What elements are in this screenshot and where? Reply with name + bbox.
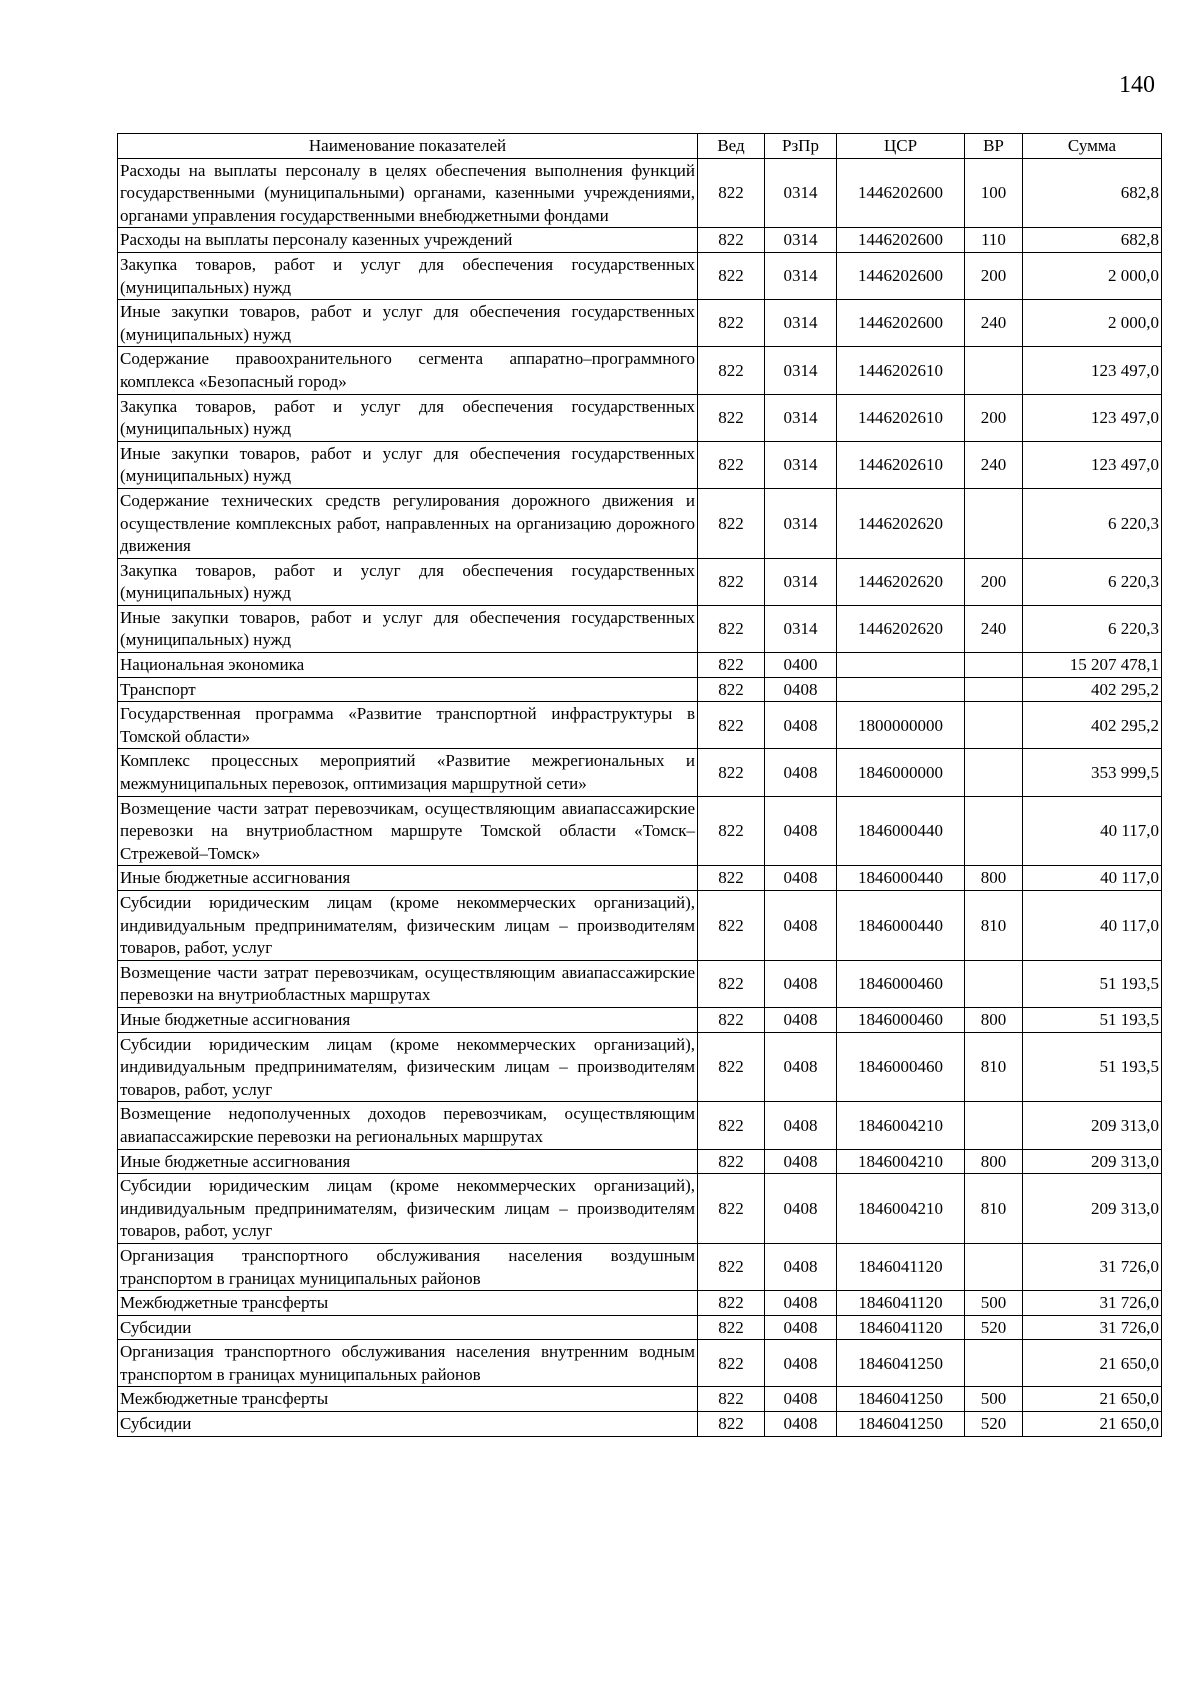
cell-csr <box>837 677 965 702</box>
cell-sum: 402 295,2 <box>1023 677 1162 702</box>
cell-rzpr: 0408 <box>765 891 837 961</box>
cell-name: Иные бюджетные ассигнования <box>118 866 698 891</box>
cell-sum: 123 497,0 <box>1023 347 1162 394</box>
cell-name: Организация транспортного обслуживания населения внутренним водным транспортом в границах муниципальных районов <box>118 1340 698 1387</box>
table-row <box>118 347 1162 394</box>
cell-rzpr: 0408 <box>765 1243 837 1290</box>
cell-sum: 21 650,0 <box>1023 1387 1162 1412</box>
cell-csr: 1446202620 <box>837 488 965 558</box>
cell-sum: 15 207 478,1 <box>1023 653 1162 678</box>
table-row <box>118 1315 1162 1340</box>
cell-ved: 822 <box>698 1340 765 1387</box>
cell-name: Возмещение части затрат перевозчикам, осуществляющим авиапассажирские перевозки на внутриобластном маршруте Томской области «Томск–Стрежевой–Томск» <box>118 796 698 866</box>
cell-name: Транспорт <box>118 677 698 702</box>
cell-ved: 822 <box>698 1102 765 1149</box>
header-name: Наименование показателей <box>118 134 698 159</box>
cell-name: Организация транспортного обслуживания населения воздушным транспортом в границах муниципальных районов <box>118 1243 698 1290</box>
cell-vr <box>965 702 1023 749</box>
cell-csr: 1446202610 <box>837 441 965 488</box>
cell-name: Субсидии юридическим лицам (кроме некоммерческих организаций), индивидуальным предпринимателям, физическим лицам – производителям товаров, работ, услуг <box>118 1032 698 1102</box>
cell-sum: 51 193,5 <box>1023 960 1162 1007</box>
cell-rzpr: 0408 <box>765 1102 837 1149</box>
cell-ved: 822 <box>698 1387 765 1412</box>
cell-csr: 1800000000 <box>837 702 965 749</box>
cell-rzpr: 0408 <box>765 1149 837 1174</box>
cell-sum: 682,8 <box>1023 228 1162 253</box>
cell-name: Иные закупки товаров, работ и услуг для обеспечения государственных (муниципальных) нужд <box>118 605 698 652</box>
cell-ved: 822 <box>698 1315 765 1340</box>
cell-csr: 1846041250 <box>837 1412 965 1437</box>
cell-rzpr: 0408 <box>765 1174 837 1244</box>
header-vr: ВР <box>965 134 1023 159</box>
table-row <box>118 1032 1162 1102</box>
cell-csr: 1846000440 <box>837 866 965 891</box>
cell-rzpr: 0314 <box>765 228 837 253</box>
cell-vr <box>965 488 1023 558</box>
table-row <box>118 605 1162 652</box>
cell-csr: 1846000440 <box>837 891 965 961</box>
cell-csr: 1446202620 <box>837 605 965 652</box>
cell-csr: 1846000460 <box>837 1007 965 1032</box>
cell-csr: 1846041120 <box>837 1291 965 1316</box>
cell-sum: 123 497,0 <box>1023 394 1162 441</box>
cell-name: Закупка товаров, работ и услуг для обеспечения государственных (муниципальных) нужд <box>118 558 698 605</box>
cell-ved: 822 <box>698 394 765 441</box>
cell-name: Закупка товаров, работ и услуг для обеспечения государственных (муниципальных) нужд <box>118 394 698 441</box>
cell-ved: 822 <box>698 1412 765 1437</box>
cell-sum: 40 117,0 <box>1023 796 1162 866</box>
header-sum: Сумма <box>1023 134 1162 159</box>
cell-rzpr: 0408 <box>765 1291 837 1316</box>
cell-ved: 822 <box>698 796 765 866</box>
cell-name: Расходы на выплаты персоналу казенных учреждений <box>118 228 698 253</box>
cell-sum: 6 220,3 <box>1023 605 1162 652</box>
cell-ved: 822 <box>698 1291 765 1316</box>
cell-ved: 822 <box>698 749 765 796</box>
cell-vr: 800 <box>965 1149 1023 1174</box>
cell-sum: 31 726,0 <box>1023 1291 1162 1316</box>
cell-vr <box>965 960 1023 1007</box>
cell-vr <box>965 796 1023 866</box>
cell-sum: 209 313,0 <box>1023 1102 1162 1149</box>
cell-name: Возмещение части затрат перевозчикам, осуществляющим авиапассажирские перевозки на внутриобластных маршрутах <box>118 960 698 1007</box>
cell-name: Национальная экономика <box>118 653 698 678</box>
cell-csr <box>837 653 965 678</box>
cell-csr: 1846004210 <box>837 1149 965 1174</box>
cell-vr: 500 <box>965 1387 1023 1412</box>
cell-rzpr: 0408 <box>765 866 837 891</box>
cell-ved: 822 <box>698 488 765 558</box>
cell-rzpr: 0408 <box>765 1315 837 1340</box>
cell-ved: 822 <box>698 653 765 678</box>
cell-csr: 1846041250 <box>837 1387 965 1412</box>
cell-sum: 31 726,0 <box>1023 1315 1162 1340</box>
cell-ved: 822 <box>698 1032 765 1102</box>
cell-name: Иные бюджетные ассигнования <box>118 1007 698 1032</box>
cell-name: Иные закупки товаров, работ и услуг для обеспечения государственных (муниципальных) нужд <box>118 300 698 347</box>
cell-ved: 822 <box>698 300 765 347</box>
cell-rzpr: 0408 <box>765 1007 837 1032</box>
table-row <box>118 441 1162 488</box>
cell-ved: 822 <box>698 1007 765 1032</box>
cell-vr <box>965 1102 1023 1149</box>
cell-rzpr: 0408 <box>765 796 837 866</box>
cell-name: Субсидии <box>118 1315 698 1340</box>
table-row <box>118 796 1162 866</box>
table-row <box>118 228 1162 253</box>
cell-csr: 1446202600 <box>837 228 965 253</box>
cell-ved: 822 <box>698 1174 765 1244</box>
cell-ved: 822 <box>698 558 765 605</box>
cell-rzpr: 0408 <box>765 1340 837 1387</box>
cell-csr: 1846041250 <box>837 1340 965 1387</box>
cell-rzpr: 0314 <box>765 441 837 488</box>
table-row <box>118 1412 1162 1437</box>
cell-sum: 209 313,0 <box>1023 1149 1162 1174</box>
cell-csr: 1446202600 <box>837 158 965 228</box>
cell-rzpr: 0314 <box>765 300 837 347</box>
table-row <box>118 1340 1162 1387</box>
cell-csr: 1446202610 <box>837 394 965 441</box>
cell-csr: 1846004210 <box>837 1102 965 1149</box>
cell-csr: 1846000460 <box>837 1032 965 1102</box>
cell-vr: 200 <box>965 558 1023 605</box>
cell-rzpr: 0408 <box>765 960 837 1007</box>
cell-rzpr: 0314 <box>765 158 837 228</box>
cell-csr: 1846000000 <box>837 749 965 796</box>
cell-sum: 51 193,5 <box>1023 1032 1162 1102</box>
cell-sum: 402 295,2 <box>1023 702 1162 749</box>
table-header-row <box>118 134 1162 159</box>
table-row <box>118 1387 1162 1412</box>
cell-csr: 1846000440 <box>837 796 965 866</box>
cell-vr <box>965 677 1023 702</box>
page-number: 140 <box>1119 72 1155 98</box>
table-row <box>118 866 1162 891</box>
cell-ved: 822 <box>698 252 765 299</box>
cell-vr: 810 <box>965 1032 1023 1102</box>
cell-name: Содержание правоохранительного сегмента аппаратно–программного комплекса «Безопасный город» <box>118 347 698 394</box>
cell-ved: 822 <box>698 441 765 488</box>
cell-vr <box>965 653 1023 678</box>
cell-sum: 40 117,0 <box>1023 891 1162 961</box>
table-row <box>118 1102 1162 1149</box>
cell-ved: 822 <box>698 1149 765 1174</box>
cell-vr: 200 <box>965 394 1023 441</box>
table-row <box>118 702 1162 749</box>
cell-sum: 6 220,3 <box>1023 488 1162 558</box>
table-row <box>118 1174 1162 1244</box>
cell-ved: 822 <box>698 228 765 253</box>
cell-vr <box>965 1340 1023 1387</box>
cell-ved: 822 <box>698 866 765 891</box>
cell-name: Межбюджетные трансферты <box>118 1387 698 1412</box>
cell-vr: 810 <box>965 1174 1023 1244</box>
table-row <box>118 677 1162 702</box>
cell-csr: 1446202600 <box>837 300 965 347</box>
cell-rzpr: 0314 <box>765 488 837 558</box>
table-row <box>118 300 1162 347</box>
cell-sum: 6 220,3 <box>1023 558 1162 605</box>
cell-rzpr: 0314 <box>765 347 837 394</box>
cell-ved: 822 <box>698 677 765 702</box>
cell-vr <box>965 749 1023 796</box>
cell-name: Межбюджетные трансферты <box>118 1291 698 1316</box>
table-row <box>118 891 1162 961</box>
cell-name: Субсидии <box>118 1412 698 1437</box>
cell-vr: 240 <box>965 300 1023 347</box>
table-row <box>118 653 1162 678</box>
cell-sum: 21 650,0 <box>1023 1412 1162 1437</box>
cell-csr: 1446202620 <box>837 558 965 605</box>
cell-ved: 822 <box>698 891 765 961</box>
cell-rzpr: 0314 <box>765 252 837 299</box>
cell-vr: 100 <box>965 158 1023 228</box>
cell-vr: 520 <box>965 1315 1023 1340</box>
table-row <box>118 960 1162 1007</box>
cell-vr: 110 <box>965 228 1023 253</box>
cell-rzpr: 0400 <box>765 653 837 678</box>
cell-name: Иные бюджетные ассигнования <box>118 1149 698 1174</box>
table-row <box>118 1007 1162 1032</box>
cell-vr: 810 <box>965 891 1023 961</box>
cell-rzpr: 0314 <box>765 605 837 652</box>
table-row <box>118 252 1162 299</box>
cell-name: Государственная программа «Развитие транспортной инфраструктуры в Томской области» <box>118 702 698 749</box>
cell-sum: 353 999,5 <box>1023 749 1162 796</box>
cell-sum: 31 726,0 <box>1023 1243 1162 1290</box>
cell-sum: 2 000,0 <box>1023 252 1162 299</box>
cell-rzpr: 0408 <box>765 1032 837 1102</box>
table-row <box>118 488 1162 558</box>
table-row <box>118 1243 1162 1290</box>
cell-ved: 822 <box>698 960 765 1007</box>
table-row <box>118 749 1162 796</box>
cell-csr: 1846004210 <box>837 1174 965 1244</box>
cell-sum: 209 313,0 <box>1023 1174 1162 1244</box>
header-csr: ЦСР <box>837 134 965 159</box>
cell-csr: 1846041120 <box>837 1315 965 1340</box>
cell-name: Расходы на выплаты персоналу в целях обеспечения выполнения функций государственными (муниципальными) органами, казенными учреждениями, органами управления государственными внебюджетными фондами <box>118 158 698 228</box>
cell-vr: 520 <box>965 1412 1023 1437</box>
cell-vr: 800 <box>965 1007 1023 1032</box>
cell-sum: 123 497,0 <box>1023 441 1162 488</box>
header-rzpr: РзПр <box>765 134 837 159</box>
cell-rzpr: 0314 <box>765 558 837 605</box>
cell-name: Закупка товаров, работ и услуг для обеспечения государственных (муниципальных) нужд <box>118 252 698 299</box>
cell-sum: 2 000,0 <box>1023 300 1162 347</box>
cell-name: Субсидии юридическим лицам (кроме некоммерческих организаций), индивидуальным предпринимателям, физическим лицам – производителям товаров, работ, услуг <box>118 1174 698 1244</box>
table-row <box>118 558 1162 605</box>
cell-ved: 822 <box>698 158 765 228</box>
cell-ved: 822 <box>698 347 765 394</box>
cell-name: Комплекс процессных мероприятий «Развитие межрегиональных и межмуниципальных перевозок, оптимизация маршрутной сети» <box>118 749 698 796</box>
cell-csr: 1446202610 <box>837 347 965 394</box>
cell-ved: 822 <box>698 1243 765 1290</box>
cell-csr: 1846041120 <box>837 1243 965 1290</box>
cell-ved: 822 <box>698 605 765 652</box>
table-row <box>118 1149 1162 1174</box>
cell-vr <box>965 347 1023 394</box>
cell-vr <box>965 1243 1023 1290</box>
table-row <box>118 394 1162 441</box>
cell-rzpr: 0408 <box>765 677 837 702</box>
cell-name: Возмещение недополученных доходов перевозчикам, осуществляющим авиапассажирские перевозки на региональных маршрутах <box>118 1102 698 1149</box>
cell-rzpr: 0408 <box>765 702 837 749</box>
cell-ved: 822 <box>698 702 765 749</box>
cell-sum: 21 650,0 <box>1023 1340 1162 1387</box>
cell-sum: 51 193,5 <box>1023 1007 1162 1032</box>
cell-name: Субсидии юридическим лицам (кроме некоммерческих организаций), индивидуальным предпринимателям, физическим лицам – производителям товаров, работ, услуг <box>118 891 698 961</box>
cell-sum: 40 117,0 <box>1023 866 1162 891</box>
cell-sum: 682,8 <box>1023 158 1162 228</box>
cell-rzpr: 0314 <box>765 394 837 441</box>
cell-rzpr: 0408 <box>765 749 837 796</box>
cell-name: Иные закупки товаров, работ и услуг для обеспечения государственных (муниципальных) нужд <box>118 441 698 488</box>
budget-table <box>117 133 1162 1437</box>
cell-vr: 200 <box>965 252 1023 299</box>
cell-vr: 500 <box>965 1291 1023 1316</box>
cell-rzpr: 0408 <box>765 1387 837 1412</box>
cell-vr: 240 <box>965 441 1023 488</box>
cell-vr: 800 <box>965 866 1023 891</box>
cell-csr: 1446202600 <box>837 252 965 299</box>
cell-rzpr: 0408 <box>765 1412 837 1437</box>
table-row <box>118 158 1162 228</box>
cell-csr: 1846000460 <box>837 960 965 1007</box>
cell-name: Содержание технических средств регулирования дорожного движения и осуществление комплексных работ, направленных на организацию дорожного движения <box>118 488 698 558</box>
header-ved: Вед <box>698 134 765 159</box>
cell-vr: 240 <box>965 605 1023 652</box>
table-row <box>118 1291 1162 1316</box>
